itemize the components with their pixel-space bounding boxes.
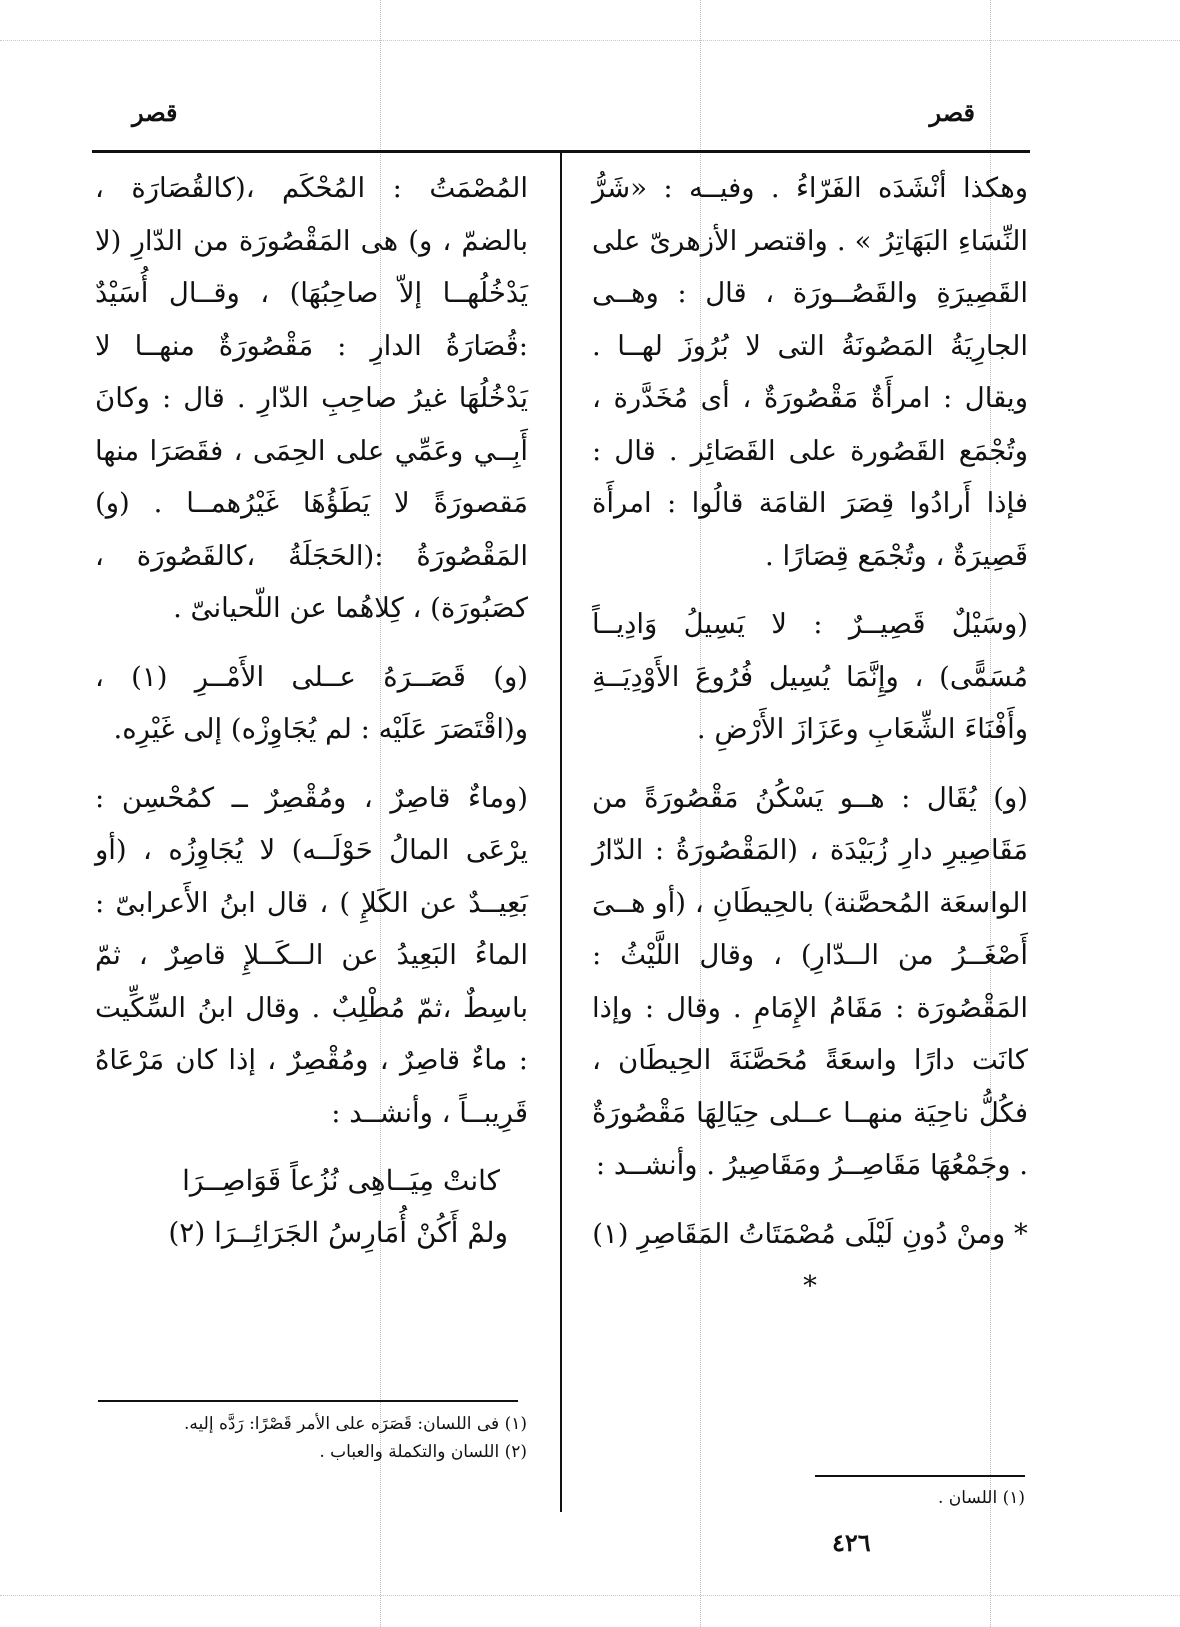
paragraph: (وماءٌ قاصِرٌ ، ومُقْصِرٌ ــ كمُحْسِن : يرْعَى المالُ حَوْلَــه) لا يُجَاوِزُه ، (أو بَعِيــدٌ عن الكَلإِ ) ، قال ابنُ الأَعرابىّ : الماءُ البَعِيدُ عن الــكَــلإِ قاصِرٌ ، ثمّ باسِطٌ ،ثمّ مُطْلِبٌ . وقال ابنُ السِّكِّيت : ماءٌ قاصِرٌ ، ومُقْصِرٌ ، إذا كان مَرْعَاهُ قَرِيبــاً ، وأنشــد : [95,781,528,1129]
left-column [95,162,528,1259]
paragraph: (و) قَصَــرَهُ عــلى الأَمْــرِ (١) ، و(اقْتَصَرَ عَلَيْه : لم يُجَاوِزْه) إلى غَيْرِه. [95,660,528,745]
footnote: (٢) اللسان والتكملة والعباب . [319,1442,527,1462]
footnote-rule [815,1475,1025,1477]
footnotes-right [615,1484,1025,1512]
verse-line: كانتْ مِيَــاهِى نُزُعاً قَوَاصِــرَا [182,1164,500,1197]
right-column [592,162,1028,1313]
running-header-right: قصر [929,98,975,127]
footnotes-left [95,1410,527,1466]
paragraph: وهكذا أنْشَدَه الفَرّاءُ . وفيــه : «شَرُّ النِّسَاءِ البَهَاتِرُ » . واقتصر الأزهرىّ على القَصِيرَةِ والقَصُــورَة ، قال : وهــى الجارِيَةُ المَصُونَةُ التى لا بُرُوزَ لهــا . ويقال : امرأَةٌ مَقْصُورَةٌ ، أى مُخَدَّرة ، وتُجْمَع القَصُورة على القَصَائِر . قال : فإذا أَرادُوا قِصَرَ القامَة قالُوا : امرأَة قَصِيرَةٌ ، وتُجْمَع قِصَارًا . [592,172,1028,572]
footnote: (١) اللسان . [938,1488,1025,1508]
scan-dotted-line [0,1595,1180,1596]
running-header-left: قصر [132,98,178,127]
verse-line: ولمْ أَكُنْ أُمَارِسُ الجَرَائِــرَا (٢) [168,1216,508,1249]
footnote-rule [98,1400,518,1402]
page-number: ٤٢٦ [832,1528,871,1557]
scan-dotted-line [0,40,1180,41]
verse-line: * ومنْ دُونِ لَيْلَى مُصْمَتَاتُ المَقَاصِرِ (١) * [592,1217,1028,1302]
column-separator [560,152,562,1512]
footnote: (١) فى اللسان: قَصَرَه على الأمر قَصْرًا: رَدَّه إليه. [184,1414,527,1434]
paragraph: المُصْمَتُ : المُحْكَم ،(كالقُصَارَة ، بالضمّ ، و) هى المَقْصُورَة من الدّارِ (لا يَدْخُلُهــا إلاّ صاحِبُهَا) ، وقــال أُسَيْدٌ :قُصَارَةُ الدارِ : مَقْصُورَةٌ منهــا لا يَدْخُلُهَا غيرُ صاحِبِ الدّارِ . قال : وكانَ أَبِــي وعَمِّي على الحِمَى ، فقَصَرَا منها مَقصورَةً لا يَطَؤُهَا غَيْرُهمــا . (و) المَقْصُورَةُ :(الحَجَلَةُ ،كالقَصُورَة ، كصَبُورَة) ، كِلاهُما عن اللّحيانىّ . [95,172,528,624]
paragraph: (وسَيْلٌ قَصِيــرٌ : لا يَسِيلُ وَادِيــاً مُسَمًّى) ، وإِنَّمَا يُسِيل فُرُوعَ الأَوْدِيَــةِ وأَفْنَاءَ الشِّعَابِ وعَزَازَ الأَرْضِ . [592,608,1028,745]
paragraph: (و) يُقَال : هــو يَسْكُنُ مَقْصُورَةً من مَقَاصِيرِ دارِ زُبَيْدَة ، (المَقْصُورَةُ : الدّارُ الواسعَة المُحصَّنة) بالحِيطَانِ ، (أو هــىَ أَصْغَــرُ من الــدّارِ) ، وقال اللَّيْثُ : المَقْصُورَة : مَقَامُ الإِمَامِ . وقال : وإذا كانَت دارًا واسعَةً مُحَصَّنَةَ الحِيطَان ، فكُلُّ ناحِيَة منهــا عــلى حِيَالِهَا مَقْصُورَةٌ . وجَمْعُهَا مَقَاصِــرُ ومَقَاصِيرُ . وأنشــد : [592,781,1028,1181]
